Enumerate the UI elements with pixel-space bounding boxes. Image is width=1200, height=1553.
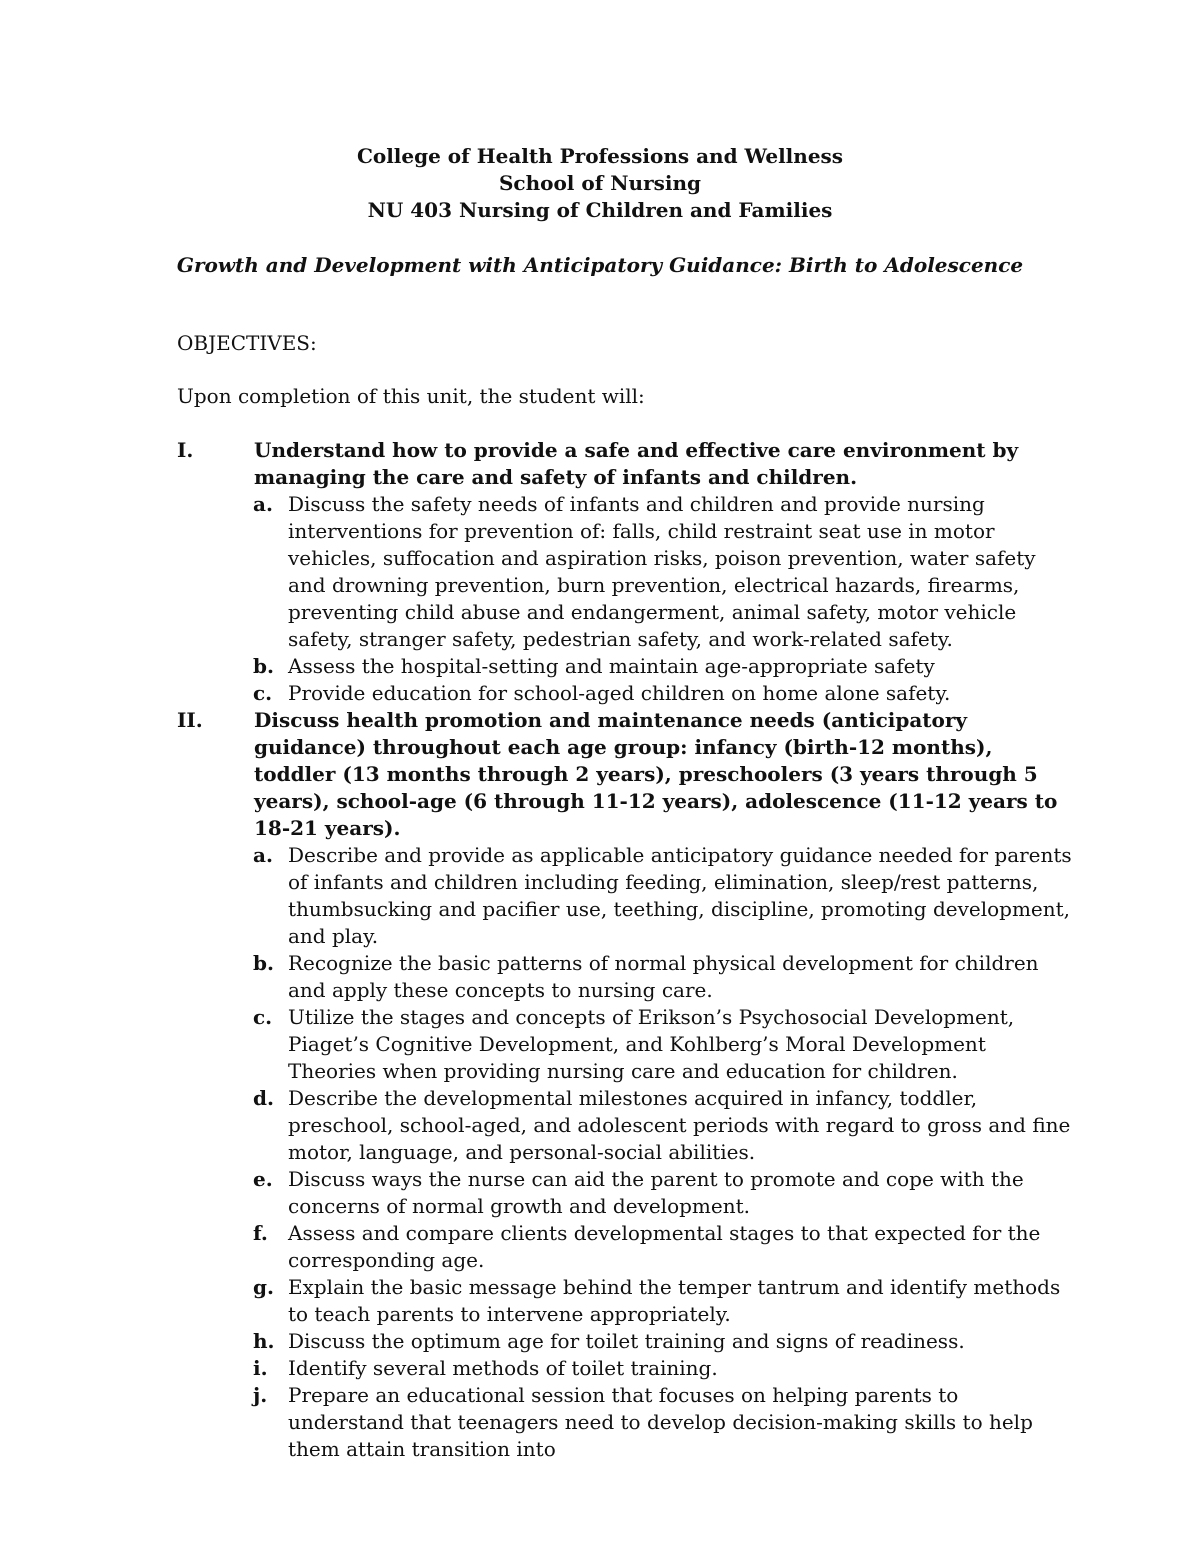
item-text: Describe the developmental milestones acquired in infancy, toddler, preschool, school-aged, and adolescent periods with regard to gross and fine motor, language, and personal-social abilities.	[288, 1086, 1071, 1164]
section-numeral: II.	[177, 708, 203, 732]
list-item	[253, 1085, 1077, 1166]
list-item	[253, 950, 1077, 1004]
item-text: Explain the basic message behind the temper tantrum and identify methods to teach parents to intervene appropriately.	[288, 1275, 1061, 1326]
item-letter: b.	[253, 951, 274, 975]
item-text: Recognize the basic patterns of normal physical development for children and apply these concepts to nursing care.	[288, 951, 1039, 1002]
item-text: Provide education for school-aged children on home alone safety.	[288, 681, 951, 705]
objective-section-2	[177, 707, 1077, 1463]
item-text: Discuss ways the nurse can aid the parent to promote and cope with the concerns of normal growth and development.	[288, 1167, 1024, 1218]
item-letter: e.	[253, 1167, 273, 1191]
item-letter: f.	[253, 1221, 268, 1245]
item-text: Describe and provide as applicable anticipatory guidance needed for parents of infants and children including feeding, elimination, sleep/rest patterns, thumbsucking and pacifier use, teething, discipline, promoting development, and play.	[288, 843, 1072, 948]
item-letter: i.	[253, 1356, 268, 1380]
item-letter: j.	[253, 1383, 268, 1407]
section-title: Discuss health promotion and maintenance needs (anticipatory guidance) throughout each age group: infancy (birth-12 months), toddler (13 months through 2 years), preschoolers (3 years through 5 years), school-age (6 through 11-12 years), adolescence (11-12 years to 18-21 years).	[254, 708, 1058, 840]
item-letter: d.	[253, 1086, 274, 1110]
school-name: School of Nursing	[498, 171, 702, 195]
list-item	[253, 680, 1077, 707]
sub-objectives-list	[177, 842, 1077, 1463]
list-item	[253, 1004, 1077, 1085]
list-item	[253, 1220, 1077, 1274]
item-letter: a.	[253, 843, 273, 867]
item-text: Prepare an educational session that focuses on helping parents to understand that teenagers need to develop decision-making skills to help them attain transition into	[288, 1383, 1033, 1461]
sub-objectives-list	[177, 491, 1077, 707]
item-letter: h.	[253, 1329, 275, 1353]
list-item	[253, 1382, 1077, 1463]
item-text: Discuss the optimum age for toilet training and signs of readiness.	[288, 1329, 965, 1353]
item-letter: g.	[253, 1275, 274, 1299]
section-numeral: I.	[177, 438, 194, 462]
list-item	[253, 1274, 1077, 1328]
section-title: Understand how to provide a safe and effective care environment by managing the care and safety of infants and children.	[254, 438, 1019, 489]
item-text: Utilize the stages and concepts of Erikson’s Psychosocial Development, Piaget’s Cognitive Development, and Kohlberg’s Moral Development Theories when providing nursing care and education for children.	[288, 1005, 1015, 1083]
intro-text: Upon completion of this unit, the student will:	[177, 384, 645, 408]
list-item	[253, 842, 1077, 950]
item-text: Identify several methods of toilet training.	[288, 1356, 718, 1380]
list-item	[253, 1355, 1077, 1382]
item-letter: a.	[253, 492, 273, 516]
item-text: Assess the hospital-setting and maintain age-appropriate safety	[288, 654, 935, 678]
list-item	[253, 1328, 1077, 1355]
item-letter: b.	[253, 654, 274, 678]
item-text: Assess and compare clients developmental stages to that expected for the corresponding age.	[288, 1221, 1041, 1272]
list-item	[253, 653, 1077, 680]
objective-section-1	[177, 437, 1077, 707]
college-name: College of Health Professions and Wellness	[356, 144, 844, 168]
list-item	[253, 1166, 1077, 1220]
objectives-heading: OBJECTIVES:	[177, 331, 317, 355]
list-item	[253, 491, 1077, 653]
item-letter: c.	[253, 681, 273, 705]
unit-title: Growth and Development with Anticipatory Guidance: Birth to Adolescence	[176, 253, 1024, 277]
item-text: Discuss the safety needs of infants and children and provide nursing interventions for prevention of: falls, child restraint seat use in motor vehicles, suffocation and aspiration risks, poison prevention, water safety and drowning prevention, burn prevention, electrical hazards, firearms, preventing child abuse and endangerment, animal safety, motor vehicle safety, stranger safety, pedestrian safety, and work-related safety.	[288, 492, 1036, 651]
course-title: NU 403 Nursing of Children and Families	[367, 198, 833, 222]
item-letter: c.	[253, 1005, 273, 1029]
